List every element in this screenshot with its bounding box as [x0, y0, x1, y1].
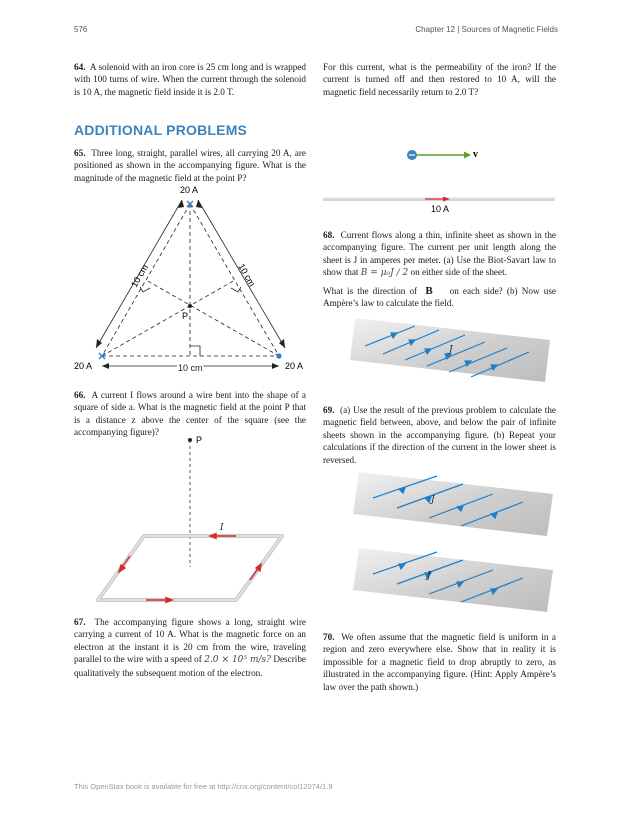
section-title: ADDITIONAL PROBLEMS [74, 122, 248, 138]
square-loop-figure [74, 432, 306, 607]
page-number: 576 [74, 25, 88, 34]
problem-text: Three long, straight, parallel wires, all carrying 20 A, are positioned as shown in the accompanying figure. What is the magnitude of the magnetic field at the point P? [74, 148, 306, 183]
problem-69 [323, 404, 556, 466]
problem-number: 67. [74, 617, 86, 627]
current-sheet-figure [345, 310, 560, 390]
problem-text: The accompanying figure shows a long, straight wire carrying a current of 10 A. What is the magnetic force on an electron at the instant it is 20 cm from the wire, traveling parallel to the wire with a speed of [74, 617, 306, 665]
problem-70 [323, 631, 556, 693]
problem-64-continued: For this current, what is the permeability of the iron? If the current is turned off and then restored to 10 A, will the magnetic field necessarily return to 2.0 T? [323, 62, 556, 97]
problem-68 [323, 229, 556, 280]
sheet-field-formula: B = μ₀J ∕ 2 [360, 268, 409, 279]
problem-text: on each side? (b) Now use Ampère’s law to calculate the field. [323, 286, 557, 309]
top-current-label: 20 A [180, 185, 199, 195]
point-p-label: P [182, 311, 189, 321]
current-i-label: I [220, 523, 224, 533]
problem-text-cont: on either side of the sheet. [410, 267, 507, 278]
chapter-title: Chapter 12 | Sources of Magnetic Fields [415, 25, 558, 34]
problem-number: 68. [323, 230, 335, 240]
wire-electron-figure [323, 140, 558, 215]
problem-text: A solenoid with an iron core is 25 cm long and is wrapped with 100 turns of wire. When the current through the solenoid is 10 A, the magnetic field inside it is 2.0 T. [74, 62, 306, 97]
speed-formula: 2.0 × 10⁵ m/s? [204, 655, 271, 666]
bottom-side-length: 10 cm [178, 363, 203, 373]
lower-current-label: J [427, 571, 431, 581]
right-side-length: 10 cm [236, 262, 258, 289]
current-density-label: J [449, 345, 453, 355]
problem-text-end: Describe qualitatively the subsequent motion of the electron. [74, 654, 306, 678]
point-p-label: P [196, 435, 203, 445]
problem-number: 65. [74, 148, 86, 158]
problem-text: We often assume that the magnetic field is uniform in a region and zero everywhere else. Show that in reality it is impossible for a magnetic field to drop abruptly to zero, as illustrated in the accompanying figure. (Hint: Apply Ampère’s law over the path shown.) [323, 632, 556, 692]
left-side-length: 10 cm [129, 262, 150, 289]
problem-67 [74, 616, 306, 679]
problem-text: (a) Use the result of the previous problem to calculate the magnetic field between, above, and below the pair of infinite sheets shown in the accompanying figure. (b) Repeat your calculations if the direction of the current in the lower sheet is reversed. [323, 405, 556, 465]
triangle-wires-figure [74, 180, 306, 375]
left-current-label: 20 A [74, 361, 93, 371]
problem-number: 64. [74, 62, 86, 72]
vector-b: B⃗ [425, 285, 442, 297]
right-current-label: 20 A [285, 361, 304, 371]
two-sheets-figure [345, 468, 560, 618]
problem-65 [74, 147, 306, 184]
wire-current-label: 10 A [431, 204, 450, 214]
problem-text: Current flows along a thin, infinite sheet as shown in the accompanying figure. The current per unit length along the sheet is J in amperes per meter. (a) Use the Biot-Savart law to show that [323, 230, 556, 278]
velocity-label: v⃗ [473, 149, 486, 160]
upper-sheet [353, 472, 553, 536]
problem-68-part-b [323, 285, 556, 310]
problem-text: What is the direction of [323, 286, 418, 296]
problem-number: 66. [74, 390, 86, 400]
problem-64 [74, 61, 306, 98]
footer-note: This OpenStax book is available for free at http://cnx.org/content/col12074/1.9 [74, 782, 333, 791]
lower-sheet [353, 548, 553, 612]
problem-number: 69. [323, 405, 335, 415]
upper-current-label: J [431, 495, 435, 505]
problem-number: 70. [323, 632, 335, 642]
problem-text: A current I flows around a wire bent into the shape of a square of side a. What is the magnetic field at the point P that is a distance z above the center of the square (see the accompanying figure)? [74, 390, 306, 438]
